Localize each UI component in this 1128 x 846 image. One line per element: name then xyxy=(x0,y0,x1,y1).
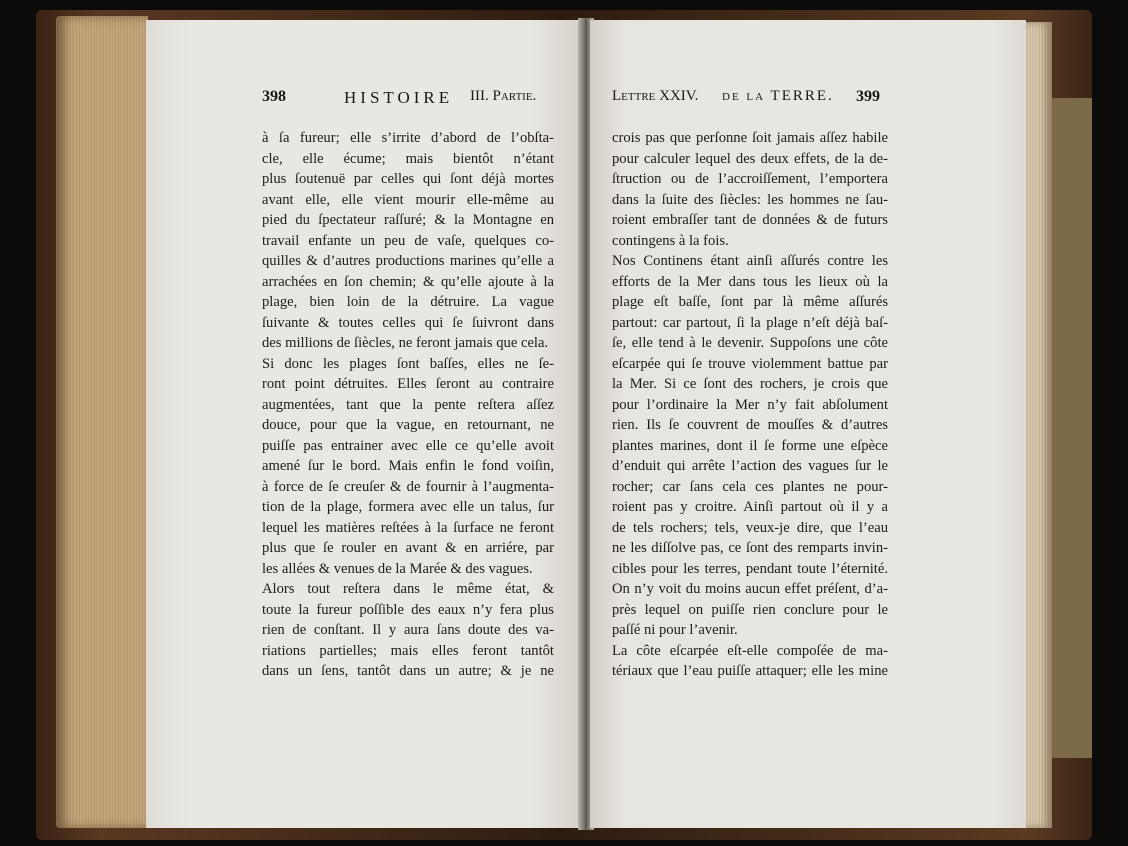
text-line: près lequel on puiſſe rien conclure pour le xyxy=(612,601,888,618)
text-line: tériaux que l’eau puiſſe attaquer; elle les mine xyxy=(612,663,888,679)
text-line: ront point détruites. Elles ſeront au contraire xyxy=(262,376,554,392)
text-line: puiſſe pas entrainer avec elle ce qu’elle avoit xyxy=(262,437,554,454)
text-line: plus que ſe rouler en avant & en arriére, par xyxy=(262,540,554,556)
right-page-body xyxy=(612,128,888,682)
text-line: d’enduit qui arrête l’action des vagues ſur le xyxy=(612,458,888,474)
text-line: rien. Ils ſe couvrent de mouſſes & d’autres xyxy=(612,417,888,433)
text-line: dans un ſens, tantôt dans un autre; & je ne xyxy=(262,663,554,679)
text-line: la Mer. Si ce ſont des rochers, je crois que xyxy=(612,376,888,392)
right-running-head xyxy=(612,88,886,118)
text-line: dans la ſuite des ſiècles: les hommes ne ſau- xyxy=(612,191,888,208)
text-line: partout: car partout, ſi la plage n’eſt déjà baſ- xyxy=(612,314,888,331)
text-line: paſſé ni pour l’avenir. xyxy=(612,622,738,638)
text-line: rocher; car ſans cela ces plantes ne pour- xyxy=(612,478,888,495)
text-line: roient pas y croitre. Ainſi partout où il y a xyxy=(612,499,888,515)
text-line: plus ſoutenuë par celles qui ſont déjà mortes xyxy=(262,171,554,187)
text-line: pour calculer lequel des deux effets, de la de- xyxy=(612,150,888,167)
text-line: pied du ſpectateur raſſuré; & la Montagne en xyxy=(262,212,554,228)
text-line: riations partielles; mais elles feront tantôt xyxy=(262,642,554,659)
text-line: ſe, elle tend à le devenir. Suppoſons une côte xyxy=(612,335,888,351)
left-section: III. Partie. xyxy=(470,88,537,104)
text-line: cibles pour les terres, pendant toute l’éternité. xyxy=(612,560,888,577)
right-letter: Lettre XXIV. xyxy=(612,88,699,104)
text-line: à ſa fureur; elle s’irrite d’abord de l’obſta- xyxy=(262,130,554,146)
left-page-body xyxy=(262,128,554,682)
text-line: les allées & venues de la Marée & des vagues. xyxy=(262,560,533,577)
text-line: pour l’ordinaire la Mer n’y fait abſolument xyxy=(612,396,888,413)
text-line: à force de ſe creuſer & de fournir à l’augmenta- xyxy=(262,478,554,495)
text-line: toute la fureur poſſible des eaux n’y fera plus xyxy=(262,601,554,618)
text-line: Nos Continens étant ainſi aſſurés contre les xyxy=(612,253,888,269)
text-line: contingens à la fois. xyxy=(612,232,729,249)
text-line: des millions de ſiècles, ne feront jamais que cela. xyxy=(262,335,549,351)
text-line: lequel les matières reſtées à la ſurface ne feront xyxy=(262,519,554,536)
text-line: cle, elle écume; mais bientôt n’étant xyxy=(262,150,554,167)
text-line: tion de la plage, formera avec elle un talus, ſur xyxy=(262,499,554,515)
left-page-number: 398 xyxy=(262,88,286,105)
text-line: travail enfante un peu de vaſe, quelques co- xyxy=(262,232,554,249)
text-line: rien de conſtant. Il y aura ſans doute des va- xyxy=(262,622,554,638)
cover-flap-right xyxy=(1048,98,1092,758)
text-line: Si donc les plages ſont baſſes, elles ne ſe- xyxy=(262,355,554,372)
text-line: quilles & d’autres productions marines qu’elle a xyxy=(262,253,554,269)
text-line: ſtruction ou de l’accroiſſement, l’emportera xyxy=(612,171,888,187)
text-line: Alors tout reſtera dans le même état, & xyxy=(262,581,554,597)
left-running-head xyxy=(262,88,554,118)
text-line: douce, pour que la vague, en retournant, ne xyxy=(262,417,554,433)
text-line: crois pas que perſonne ſoit jamais aſſez habile xyxy=(612,130,888,146)
right-running-title: de la TERRE. xyxy=(722,88,834,104)
text-line: La côte eſcarpée eſt-elle compoſée de ma- xyxy=(612,642,888,659)
right-page-number: 399 xyxy=(856,88,880,105)
text-line: de tels rochers; tels, veux-je dire, que l’eau xyxy=(612,519,888,536)
text-line: augmentées, tant que la pente reſtera aſſez xyxy=(262,396,554,413)
text-line: amené ſur le bord. Mais enfin le fond voiſin, xyxy=(262,458,554,474)
text-line: efforts de la Mer dans tous les lieux où la xyxy=(612,273,888,290)
page-edge-left xyxy=(56,16,148,828)
text-line: ſuivante & toutes celles qui ſe ſuivront dans xyxy=(262,314,554,331)
text-line: roient embraſſer tant de données & de futurs xyxy=(612,212,888,228)
text-line: ne les diſſolve pas, ce ſont des remparts invin- xyxy=(612,540,888,556)
text-line: plantes marines, dont il ſe forme une eſpèce xyxy=(612,437,888,454)
text-line: avant elle, elle vient mourir elle-même au xyxy=(262,191,554,208)
text-line: eſcarpée qui ſe trouve violemment battue par xyxy=(612,355,888,372)
left-running-title: HISTOIRE xyxy=(344,88,454,107)
text-line: plage eſt baſſe, ſont par là même aſſurés xyxy=(612,294,888,310)
text-line: arrachées en ſon chemin; & qu’elle ajoute à la xyxy=(262,273,554,290)
text-line: On n’y voit du moins aucun effet préſent, d’a- xyxy=(612,581,888,597)
text-line: plage, bien loin de la détruire. La vague xyxy=(262,294,554,310)
page-edge-right xyxy=(1022,22,1052,828)
